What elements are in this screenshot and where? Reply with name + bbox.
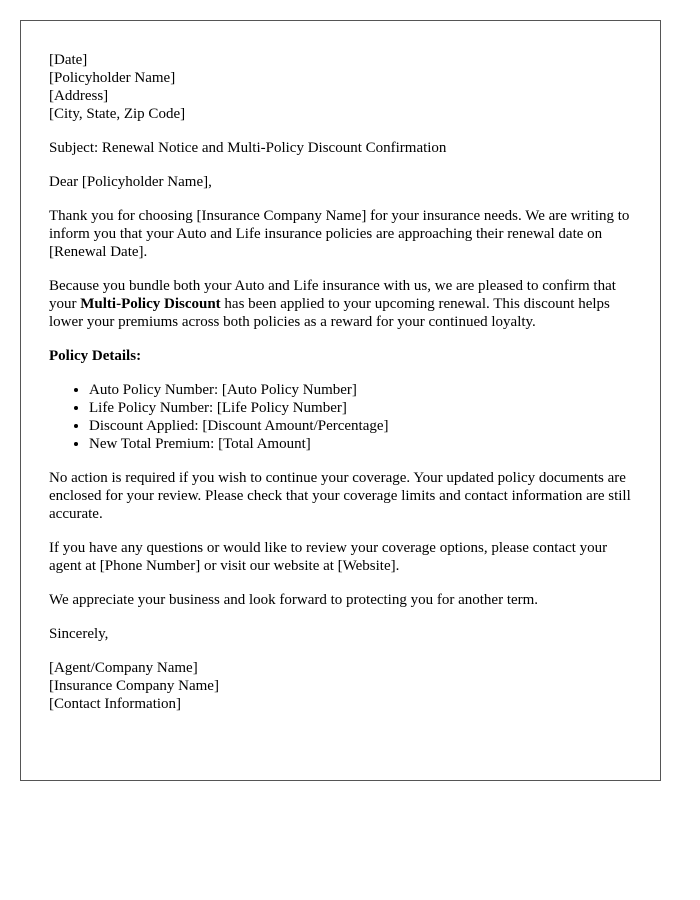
- subject-line: Subject: Renewal Notice and Multi-Policy Discount Confirmation: [49, 140, 447, 156]
- list-item-life-policy: • Life Policy Number: [Life Policy Number]: [89, 399, 632, 417]
- discount-paragraph: [49, 277, 632, 331]
- signature-contact: [Contact Information]: [49, 696, 182, 712]
- discount-text-after: has been applied to your upcoming renewal. This discount helps lower your premiums across both policies as a reward for your continued loyalty.: [49, 296, 610, 330]
- list-item-total-premium: • New Total Premium: [Total Amount]: [89, 435, 632, 453]
- city-state-zip-line: [City, State, Zip Code]: [49, 106, 186, 122]
- list-item-auto-policy: • Auto Policy Number: [Auto Policy Number]: [89, 381, 632, 399]
- appreciation-paragraph: We appreciate your business and look forward to protecting you for another term.: [49, 592, 539, 608]
- contact-paragraph: If you have any questions or would like to review your coverage options, please contact your agent at [Phone Number] or visit our website at [Website].: [49, 540, 608, 574]
- signature-agent: [Agent/Company Name]: [49, 660, 198, 676]
- policy-details-heading-text: Policy Details:: [49, 348, 142, 364]
- intro-paragraph: Thank you for choosing [Insurance Company Name] for your insurance needs. We are writing to inform you that your Auto and Life insurance policies are approaching their renewal date on [Renewal Date].: [49, 208, 630, 260]
- date-line: [Date]: [49, 52, 88, 68]
- greeting: Dear [Policyholder Name],: [49, 174, 212, 190]
- discount-text-before: Because you bundle both your Auto and Life insurance with us, we are pleased to confirm that your: [49, 278, 616, 312]
- policy-details-heading: [49, 347, 632, 365]
- closing: Sincerely,: [49, 626, 109, 642]
- list-item-discount: • Discount Applied: [Discount Amount/Percentage]: [89, 417, 632, 435]
- signature-block: [49, 659, 632, 713]
- discount-name: Multi-Policy Discount: [80, 296, 221, 312]
- letter-page: [20, 20, 661, 781]
- address-line: [Address]: [49, 88, 109, 104]
- policy-details-list: [49, 381, 632, 453]
- action-paragraph: No action is required if you wish to continue your coverage. Your updated policy documents are enclosed for your review. Please check that your coverage limits and contact information are still accurate.: [49, 470, 631, 522]
- signature-company: [Insurance Company Name]: [49, 678, 219, 694]
- policyholder-name-line: [Policyholder Name]: [49, 70, 176, 86]
- recipient-header: [49, 51, 632, 123]
